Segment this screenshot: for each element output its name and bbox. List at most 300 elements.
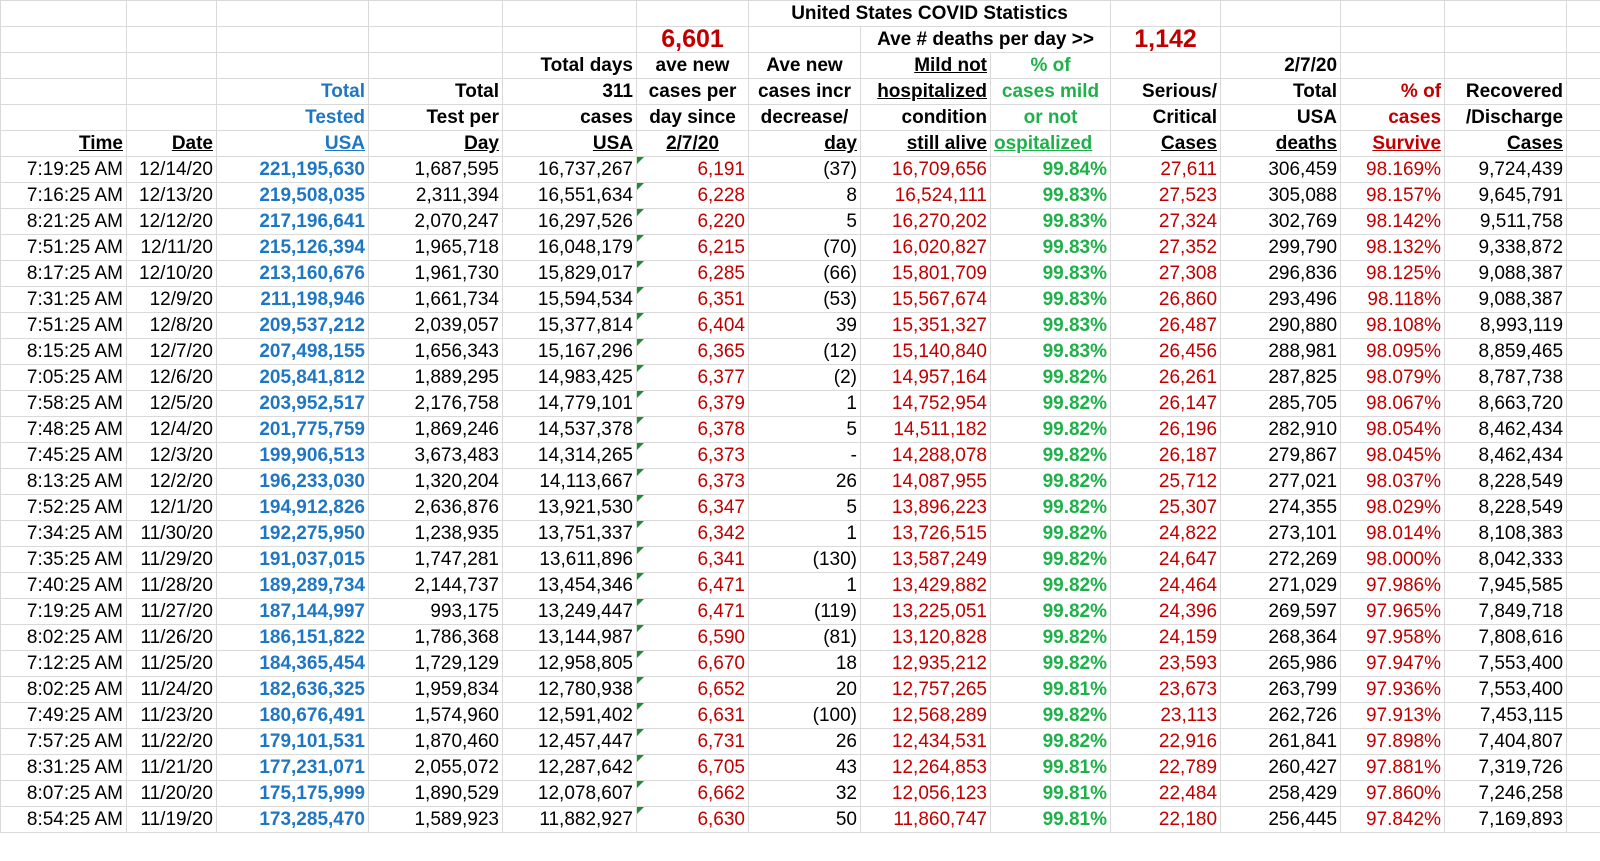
cell[interactable] <box>1221 27 1341 53</box>
cell-mild[interactable]: 15,140,840 <box>861 339 991 365</box>
cell-time[interactable]: 7:49:25 AM <box>1 703 127 729</box>
cell-tested[interactable]: 219,508,035 <box>217 183 369 209</box>
cell-new-cases[interactable]: 6,471 <box>637 573 749 599</box>
cell-new-cases[interactable]: 6,662 <box>637 781 749 807</box>
cell-pct-mild[interactable]: 99.81% <box>991 677 1111 703</box>
cell-recovered[interactable]: 7,849,718 <box>1445 599 1567 625</box>
cell-deaths[interactable]: 258,429 <box>1221 781 1341 807</box>
cell-pct-mild[interactable]: 99.82% <box>991 573 1111 599</box>
cell[interactable] <box>1 27 127 53</box>
cell-incr[interactable]: 39 <box>749 313 861 339</box>
cell-incr[interactable]: (66) <box>749 261 861 287</box>
cell-new-cases[interactable]: 6,731 <box>637 729 749 755</box>
cell-mild[interactable]: 16,020,827 <box>861 235 991 261</box>
cell-time[interactable]: 7:48:25 AM <box>1 417 127 443</box>
cell-cases[interactable]: 14,983,425 <box>503 365 637 391</box>
cell-mild[interactable]: 12,935,212 <box>861 651 991 677</box>
cell[interactable] <box>1567 755 1600 781</box>
cell-test-per-day[interactable]: 1,320,204 <box>369 469 503 495</box>
cell-mild[interactable]: 14,511,182 <box>861 417 991 443</box>
cell-pct-mild[interactable]: 99.83% <box>991 261 1111 287</box>
cell-recovered[interactable]: 8,787,738 <box>1445 365 1567 391</box>
cell-incr[interactable]: 32 <box>749 781 861 807</box>
cell-deaths[interactable]: 288,981 <box>1221 339 1341 365</box>
cell-date[interactable]: 12/14/20 <box>127 157 217 183</box>
cell-mild[interactable]: 14,957,164 <box>861 365 991 391</box>
cell-new-cases[interactable]: 6,670 <box>637 651 749 677</box>
cell-cases[interactable]: 11,882,927 <box>503 807 637 833</box>
cell-pct-mild[interactable]: 99.82% <box>991 625 1111 651</box>
header-pct-mild[interactable]: ospitalized <box>991 131 1111 157</box>
cell-incr[interactable]: (37) <box>749 157 861 183</box>
cell-survive[interactable]: 98.029% <box>1341 495 1445 521</box>
cell-deaths[interactable]: 299,790 <box>1221 235 1341 261</box>
cell-incr[interactable]: (70) <box>749 235 861 261</box>
cell-date[interactable]: 12/6/20 <box>127 365 217 391</box>
cell-new-cases[interactable]: 6,285 <box>637 261 749 287</box>
cell-recovered[interactable]: 9,088,387 <box>1445 287 1567 313</box>
cell[interactable] <box>127 27 217 53</box>
cell[interactable] <box>1567 313 1600 339</box>
cell-cases[interactable]: 13,249,447 <box>503 599 637 625</box>
cell[interactable] <box>1567 807 1600 833</box>
cell[interactable] <box>1567 443 1600 469</box>
header-recovered[interactable]: Cases <box>1445 131 1567 157</box>
cell-date[interactable]: 12/10/20 <box>127 261 217 287</box>
cell-pct-mild[interactable]: 99.83% <box>991 183 1111 209</box>
header-test-per-day[interactable] <box>369 53 503 79</box>
header-new-cases[interactable]: 2/7/20 <box>637 131 749 157</box>
cell-time[interactable]: 7:12:25 AM <box>1 651 127 677</box>
cell-deaths[interactable]: 256,445 <box>1221 807 1341 833</box>
cell-recovered[interactable]: 7,319,726 <box>1445 755 1567 781</box>
header-new-cases[interactable]: cases per <box>637 79 749 105</box>
cell-pct-mild[interactable]: 99.83% <box>991 287 1111 313</box>
cell-pct-mild[interactable]: 99.82% <box>991 391 1111 417</box>
cell[interactable] <box>503 27 637 53</box>
cell[interactable] <box>1567 547 1600 573</box>
header-new-cases[interactable]: day since <box>637 105 749 131</box>
cell-new-cases[interactable]: 6,377 <box>637 365 749 391</box>
cell[interactable] <box>217 1 369 27</box>
header-tested[interactable]: USA <box>217 131 369 157</box>
cell-survive[interactable]: 98.157% <box>1341 183 1445 209</box>
cell-incr[interactable]: (119) <box>749 599 861 625</box>
cell-survive[interactable]: 97.986% <box>1341 573 1445 599</box>
cell-serious[interactable]: 26,196 <box>1111 417 1221 443</box>
header-cases[interactable]: 311 <box>503 79 637 105</box>
cell-mild[interactable]: 12,757,265 <box>861 677 991 703</box>
cell-date[interactable]: 12/1/20 <box>127 495 217 521</box>
cell-cases[interactable]: 16,737,267 <box>503 157 637 183</box>
cell-time[interactable]: 7:40:25 AM <box>1 573 127 599</box>
cell-time[interactable]: 7:16:25 AM <box>1 183 127 209</box>
cell-incr[interactable]: 5 <box>749 417 861 443</box>
cell-time[interactable]: 8:13:25 AM <box>1 469 127 495</box>
cell-new-cases[interactable]: 6,378 <box>637 417 749 443</box>
cell-survive[interactable]: 97.842% <box>1341 807 1445 833</box>
cell-deaths[interactable]: 265,986 <box>1221 651 1341 677</box>
header-pct-mild[interactable]: or not <box>991 105 1111 131</box>
cell-deaths[interactable]: 273,101 <box>1221 521 1341 547</box>
cell-new-cases[interactable]: 6,228 <box>637 183 749 209</box>
cell[interactable] <box>1 1 127 27</box>
cell-mild[interactable]: 14,752,954 <box>861 391 991 417</box>
cell-tested[interactable]: 211,198,946 <box>217 287 369 313</box>
cell-time[interactable]: 7:19:25 AM <box>1 599 127 625</box>
header-mild[interactable]: condition <box>861 105 991 131</box>
cell-deaths[interactable]: 268,364 <box>1221 625 1341 651</box>
cell-pct-mild[interactable]: 99.82% <box>991 703 1111 729</box>
cell-incr[interactable]: 26 <box>749 469 861 495</box>
cell-new-cases[interactable]: 6,471 <box>637 599 749 625</box>
cell-time[interactable]: 7:58:25 AM <box>1 391 127 417</box>
cell-mild[interactable]: 12,434,531 <box>861 729 991 755</box>
cell-pct-mild[interactable]: 99.84% <box>991 157 1111 183</box>
header-serious[interactable]: Critical <box>1111 105 1221 131</box>
cell[interactable] <box>1567 417 1600 443</box>
cell-serious[interactable]: 22,484 <box>1111 781 1221 807</box>
cell[interactable] <box>127 1 217 27</box>
cell-mild[interactable]: 13,225,051 <box>861 599 991 625</box>
cell-new-cases[interactable]: 6,215 <box>637 235 749 261</box>
cell-date[interactable]: 11/22/20 <box>127 729 217 755</box>
header-time[interactable] <box>1 79 127 105</box>
cell-incr[interactable]: (81) <box>749 625 861 651</box>
cell-incr[interactable]: 26 <box>749 729 861 755</box>
cell[interactable] <box>1567 157 1600 183</box>
cell-date[interactable]: 12/4/20 <box>127 417 217 443</box>
cell[interactable] <box>1567 53 1600 79</box>
cell-survive[interactable]: 97.881% <box>1341 755 1445 781</box>
cell-tested[interactable]: 186,151,822 <box>217 625 369 651</box>
cell-date[interactable]: 12/7/20 <box>127 339 217 365</box>
cell-pct-mild[interactable]: 99.82% <box>991 547 1111 573</box>
cell-serious[interactable]: 24,822 <box>1111 521 1221 547</box>
header-survive[interactable]: % of <box>1341 79 1445 105</box>
cell-survive[interactable]: 98.169% <box>1341 157 1445 183</box>
header-cases[interactable]: Total days <box>503 53 637 79</box>
cell-new-cases[interactable]: 6,379 <box>637 391 749 417</box>
cell-survive[interactable]: 97.947% <box>1341 651 1445 677</box>
cell-cases[interactable]: 13,921,530 <box>503 495 637 521</box>
cell-recovered[interactable]: 7,808,616 <box>1445 625 1567 651</box>
cell-deaths[interactable]: 285,705 <box>1221 391 1341 417</box>
cell-mild[interactable]: 12,056,123 <box>861 781 991 807</box>
cell-incr[interactable]: (130) <box>749 547 861 573</box>
cell-recovered[interactable]: 7,553,400 <box>1445 651 1567 677</box>
cell-pct-mild[interactable]: 99.81% <box>991 781 1111 807</box>
cell-deaths[interactable]: 271,029 <box>1221 573 1341 599</box>
header-date[interactable] <box>127 105 217 131</box>
cell-deaths[interactable]: 302,769 <box>1221 209 1341 235</box>
cell-deaths[interactable]: 290,880 <box>1221 313 1341 339</box>
cell[interactable] <box>217 27 369 53</box>
cell[interactable] <box>1567 677 1600 703</box>
cell-new-cases[interactable]: 6,341 <box>637 547 749 573</box>
cell-new-cases[interactable]: 6,347 <box>637 495 749 521</box>
header-mild[interactable]: Mild not <box>861 53 991 79</box>
header-cases[interactable]: cases <box>503 105 637 131</box>
cell-tested[interactable]: 209,537,212 <box>217 313 369 339</box>
cell-recovered[interactable]: 9,338,872 <box>1445 235 1567 261</box>
cell[interactable] <box>1341 27 1445 53</box>
cell-mild[interactable]: 13,726,515 <box>861 521 991 547</box>
sheet-title[interactable]: United States COVID Statistics <box>749 1 1111 27</box>
cell-pct-mild[interactable]: 99.82% <box>991 521 1111 547</box>
cell-date[interactable]: 11/28/20 <box>127 573 217 599</box>
cell-time[interactable]: 7:05:25 AM <box>1 365 127 391</box>
cell-serious[interactable]: 24,464 <box>1111 573 1221 599</box>
cell-time[interactable]: 8:54:25 AM <box>1 807 127 833</box>
cell-serious[interactable]: 26,187 <box>1111 443 1221 469</box>
cell-survive[interactable]: 97.936% <box>1341 677 1445 703</box>
cell-recovered[interactable]: 9,511,758 <box>1445 209 1567 235</box>
cell-date[interactable]: 11/25/20 <box>127 651 217 677</box>
cell[interactable] <box>1567 131 1600 157</box>
cell-pct-mild[interactable]: 99.81% <box>991 755 1111 781</box>
cell-serious[interactable]: 24,396 <box>1111 599 1221 625</box>
cell-serious[interactable]: 26,261 <box>1111 365 1221 391</box>
cell-time[interactable]: 7:31:25 AM <box>1 287 127 313</box>
cell-survive[interactable]: 98.118% <box>1341 287 1445 313</box>
cell[interactable] <box>1341 1 1445 27</box>
cell[interactable] <box>1567 79 1600 105</box>
cell-tested[interactable]: 194,912,826 <box>217 495 369 521</box>
cell-new-cases[interactable]: 6,590 <box>637 625 749 651</box>
cell-date[interactable]: 11/24/20 <box>127 677 217 703</box>
cell-test-per-day[interactable]: 1,965,718 <box>369 235 503 261</box>
cell-mild[interactable]: 15,567,674 <box>861 287 991 313</box>
cell-test-per-day[interactable]: 1,870,460 <box>369 729 503 755</box>
header-incr[interactable]: day <box>749 131 861 157</box>
cell-deaths[interactable]: 272,269 <box>1221 547 1341 573</box>
cell-survive[interactable]: 98.000% <box>1341 547 1445 573</box>
cell-incr[interactable]: 43 <box>749 755 861 781</box>
cell-cases[interactable]: 12,287,642 <box>503 755 637 781</box>
cell-incr[interactable]: 1 <box>749 573 861 599</box>
cell-tested[interactable]: 179,101,531 <box>217 729 369 755</box>
ave-deaths-label[interactable]: Ave # deaths per day >> <box>861 27 1111 53</box>
header-tested[interactable]: Total <box>217 79 369 105</box>
cell-test-per-day[interactable]: 1,869,246 <box>369 417 503 443</box>
cell-serious[interactable]: 25,307 <box>1111 495 1221 521</box>
cell[interactable] <box>1111 1 1221 27</box>
cell-test-per-day[interactable]: 3,673,483 <box>369 443 503 469</box>
header-mild[interactable]: hospitalized <box>861 79 991 105</box>
cell-recovered[interactable]: 8,108,383 <box>1445 521 1567 547</box>
cell-test-per-day[interactable]: 2,039,057 <box>369 313 503 339</box>
cell-deaths[interactable]: 262,726 <box>1221 703 1341 729</box>
cell-serious[interactable]: 23,593 <box>1111 651 1221 677</box>
cell-recovered[interactable]: 7,246,258 <box>1445 781 1567 807</box>
cell[interactable] <box>1567 521 1600 547</box>
cell[interactable] <box>1567 235 1600 261</box>
cell-mild[interactable]: 15,801,709 <box>861 261 991 287</box>
cell-new-cases[interactable]: 6,342 <box>637 521 749 547</box>
header-recovered[interactable]: /Discharge <box>1445 105 1567 131</box>
cell-deaths[interactable]: 279,867 <box>1221 443 1341 469</box>
header-test-per-day[interactable]: Test per <box>369 105 503 131</box>
cell-time[interactable]: 8:15:25 AM <box>1 339 127 365</box>
cell-pct-mild[interactable]: 99.82% <box>991 417 1111 443</box>
cell-pct-mild[interactable]: 99.82% <box>991 495 1111 521</box>
header-serious[interactable]: Serious/ <box>1111 79 1221 105</box>
cell-survive[interactable]: 98.037% <box>1341 469 1445 495</box>
cell-tested[interactable]: 182,636,325 <box>217 677 369 703</box>
cell-tested[interactable]: 173,285,470 <box>217 807 369 833</box>
cell-new-cases[interactable]: 6,351 <box>637 287 749 313</box>
cell[interactable] <box>749 27 861 53</box>
cell-recovered[interactable]: 7,945,585 <box>1445 573 1567 599</box>
cell-tested[interactable]: 187,144,997 <box>217 599 369 625</box>
cell-cases[interactable]: 14,113,667 <box>503 469 637 495</box>
header-time[interactable] <box>1 53 127 79</box>
cell-tested[interactable]: 191,037,015 <box>217 547 369 573</box>
cell-survive[interactable]: 98.067% <box>1341 391 1445 417</box>
header-new-cases[interactable]: ave new <box>637 53 749 79</box>
cell[interactable] <box>503 1 637 27</box>
cell-date[interactable]: 11/29/20 <box>127 547 217 573</box>
cell-deaths[interactable]: 261,841 <box>1221 729 1341 755</box>
cell-test-per-day[interactable]: 2,636,876 <box>369 495 503 521</box>
cell-incr[interactable]: 1 <box>749 391 861 417</box>
cell-cases[interactable]: 12,457,447 <box>503 729 637 755</box>
cell-recovered[interactable]: 8,228,549 <box>1445 469 1567 495</box>
cell-time[interactable]: 8:02:25 AM <box>1 625 127 651</box>
cell-time[interactable]: 8:02:25 AM <box>1 677 127 703</box>
cell-time[interactable]: 7:51:25 AM <box>1 313 127 339</box>
cell-date[interactable]: 11/21/20 <box>127 755 217 781</box>
cell-serious[interactable]: 24,647 <box>1111 547 1221 573</box>
header-tested[interactable] <box>217 53 369 79</box>
cell-new-cases[interactable]: 6,631 <box>637 703 749 729</box>
cell-cases[interactable]: 12,591,402 <box>503 703 637 729</box>
cell-time[interactable]: 7:34:25 AM <box>1 521 127 547</box>
cell-date[interactable]: 11/27/20 <box>127 599 217 625</box>
cell-serious[interactable]: 26,456 <box>1111 339 1221 365</box>
cell[interactable] <box>1567 261 1600 287</box>
cell-survive[interactable]: 97.913% <box>1341 703 1445 729</box>
cell-pct-mild[interactable]: 99.82% <box>991 729 1111 755</box>
cell[interactable] <box>1567 495 1600 521</box>
ave-deaths-value[interactable]: 1,142 <box>1111 27 1221 53</box>
cell-test-per-day[interactable]: 1,747,281 <box>369 547 503 573</box>
cell-serious[interactable]: 27,611 <box>1111 157 1221 183</box>
header-recovered[interactable] <box>1445 53 1567 79</box>
cell-serious[interactable]: 24,159 <box>1111 625 1221 651</box>
cell-cases[interactable]: 15,594,534 <box>503 287 637 313</box>
cell[interactable] <box>1221 1 1341 27</box>
cell-date[interactable]: 11/20/20 <box>127 781 217 807</box>
cell[interactable] <box>369 1 503 27</box>
cell-mild[interactable]: 12,264,853 <box>861 755 991 781</box>
cell-incr[interactable]: (53) <box>749 287 861 313</box>
cell[interactable] <box>1567 183 1600 209</box>
cell-survive[interactable]: 97.958% <box>1341 625 1445 651</box>
header-time[interactable] <box>1 105 127 131</box>
cell-deaths[interactable]: 293,496 <box>1221 287 1341 313</box>
header-date[interactable] <box>127 79 217 105</box>
cell-new-cases[interactable]: 6,373 <box>637 443 749 469</box>
cell-recovered[interactable]: 9,088,387 <box>1445 261 1567 287</box>
cell-serious[interactable]: 26,860 <box>1111 287 1221 313</box>
cell-time[interactable]: 7:57:25 AM <box>1 729 127 755</box>
cell[interactable] <box>1445 1 1567 27</box>
cell-deaths[interactable]: 269,597 <box>1221 599 1341 625</box>
cell-survive[interactable]: 98.095% <box>1341 339 1445 365</box>
header-recovered[interactable]: Recovered <box>1445 79 1567 105</box>
header-time[interactable]: Time <box>1 131 127 157</box>
cell[interactable] <box>1567 287 1600 313</box>
cell-deaths[interactable]: 287,825 <box>1221 365 1341 391</box>
cell-serious[interactable]: 27,352 <box>1111 235 1221 261</box>
cell-recovered[interactable]: 8,462,434 <box>1445 443 1567 469</box>
cell-pct-mild[interactable]: 99.82% <box>991 651 1111 677</box>
cell-time[interactable]: 8:07:25 AM <box>1 781 127 807</box>
cell-cases[interactable]: 15,167,296 <box>503 339 637 365</box>
cell-survive[interactable]: 97.860% <box>1341 781 1445 807</box>
cell[interactable] <box>1567 365 1600 391</box>
cell-mild[interactable]: 14,288,078 <box>861 443 991 469</box>
cell-cases[interactable]: 12,780,938 <box>503 677 637 703</box>
cell-tested[interactable]: 199,906,513 <box>217 443 369 469</box>
header-incr[interactable]: cases incr <box>749 79 861 105</box>
cell-tested[interactable]: 215,126,394 <box>217 235 369 261</box>
cell-tested[interactable]: 175,175,999 <box>217 781 369 807</box>
cell-date[interactable]: 12/13/20 <box>127 183 217 209</box>
cell-pct-mild[interactable]: 99.83% <box>991 235 1111 261</box>
cell-cases[interactable]: 12,078,607 <box>503 781 637 807</box>
cell-incr[interactable]: 5 <box>749 209 861 235</box>
cell-test-per-day[interactable]: 1,890,529 <box>369 781 503 807</box>
cell-serious[interactable]: 27,308 <box>1111 261 1221 287</box>
cell-recovered[interactable]: 7,553,400 <box>1445 677 1567 703</box>
cell-recovered[interactable]: 8,859,465 <box>1445 339 1567 365</box>
cell-date[interactable]: 12/2/20 <box>127 469 217 495</box>
cell-incr[interactable]: - <box>749 443 861 469</box>
cell-mild[interactable]: 13,429,882 <box>861 573 991 599</box>
cell[interactable] <box>1567 391 1600 417</box>
cell-tested[interactable]: 196,233,030 <box>217 469 369 495</box>
cell-tested[interactable]: 203,952,517 <box>217 391 369 417</box>
cell-time[interactable]: 8:21:25 AM <box>1 209 127 235</box>
cell-pct-mild[interactable]: 99.81% <box>991 807 1111 833</box>
cell-date[interactable]: 12/3/20 <box>127 443 217 469</box>
cell-test-per-day[interactable]: 1,959,834 <box>369 677 503 703</box>
cell-date[interactable]: 12/12/20 <box>127 209 217 235</box>
cell-cases[interactable]: 16,297,526 <box>503 209 637 235</box>
cell-test-per-day[interactable]: 2,176,758 <box>369 391 503 417</box>
cell[interactable] <box>369 27 503 53</box>
cell-mild[interactable]: 13,587,249 <box>861 547 991 573</box>
cell-serious[interactable]: 25,712 <box>1111 469 1221 495</box>
cell-tested[interactable]: 177,231,071 <box>217 755 369 781</box>
cell-pct-mild[interactable]: 99.82% <box>991 469 1111 495</box>
cell-serious[interactable]: 22,916 <box>1111 729 1221 755</box>
header-test-per-day[interactable]: Total <box>369 79 503 105</box>
cell[interactable] <box>1567 573 1600 599</box>
cell-tested[interactable]: 205,841,812 <box>217 365 369 391</box>
cell-time[interactable]: 7:35:25 AM <box>1 547 127 573</box>
cell-incr[interactable]: 18 <box>749 651 861 677</box>
cell-test-per-day[interactable]: 1,687,595 <box>369 157 503 183</box>
header-survive[interactable]: Survive <box>1341 131 1445 157</box>
cell-tested[interactable]: 221,195,630 <box>217 157 369 183</box>
cell-pct-mild[interactable]: 99.82% <box>991 599 1111 625</box>
cell-mild[interactable]: 13,120,828 <box>861 625 991 651</box>
cell-serious[interactable]: 26,487 <box>1111 313 1221 339</box>
